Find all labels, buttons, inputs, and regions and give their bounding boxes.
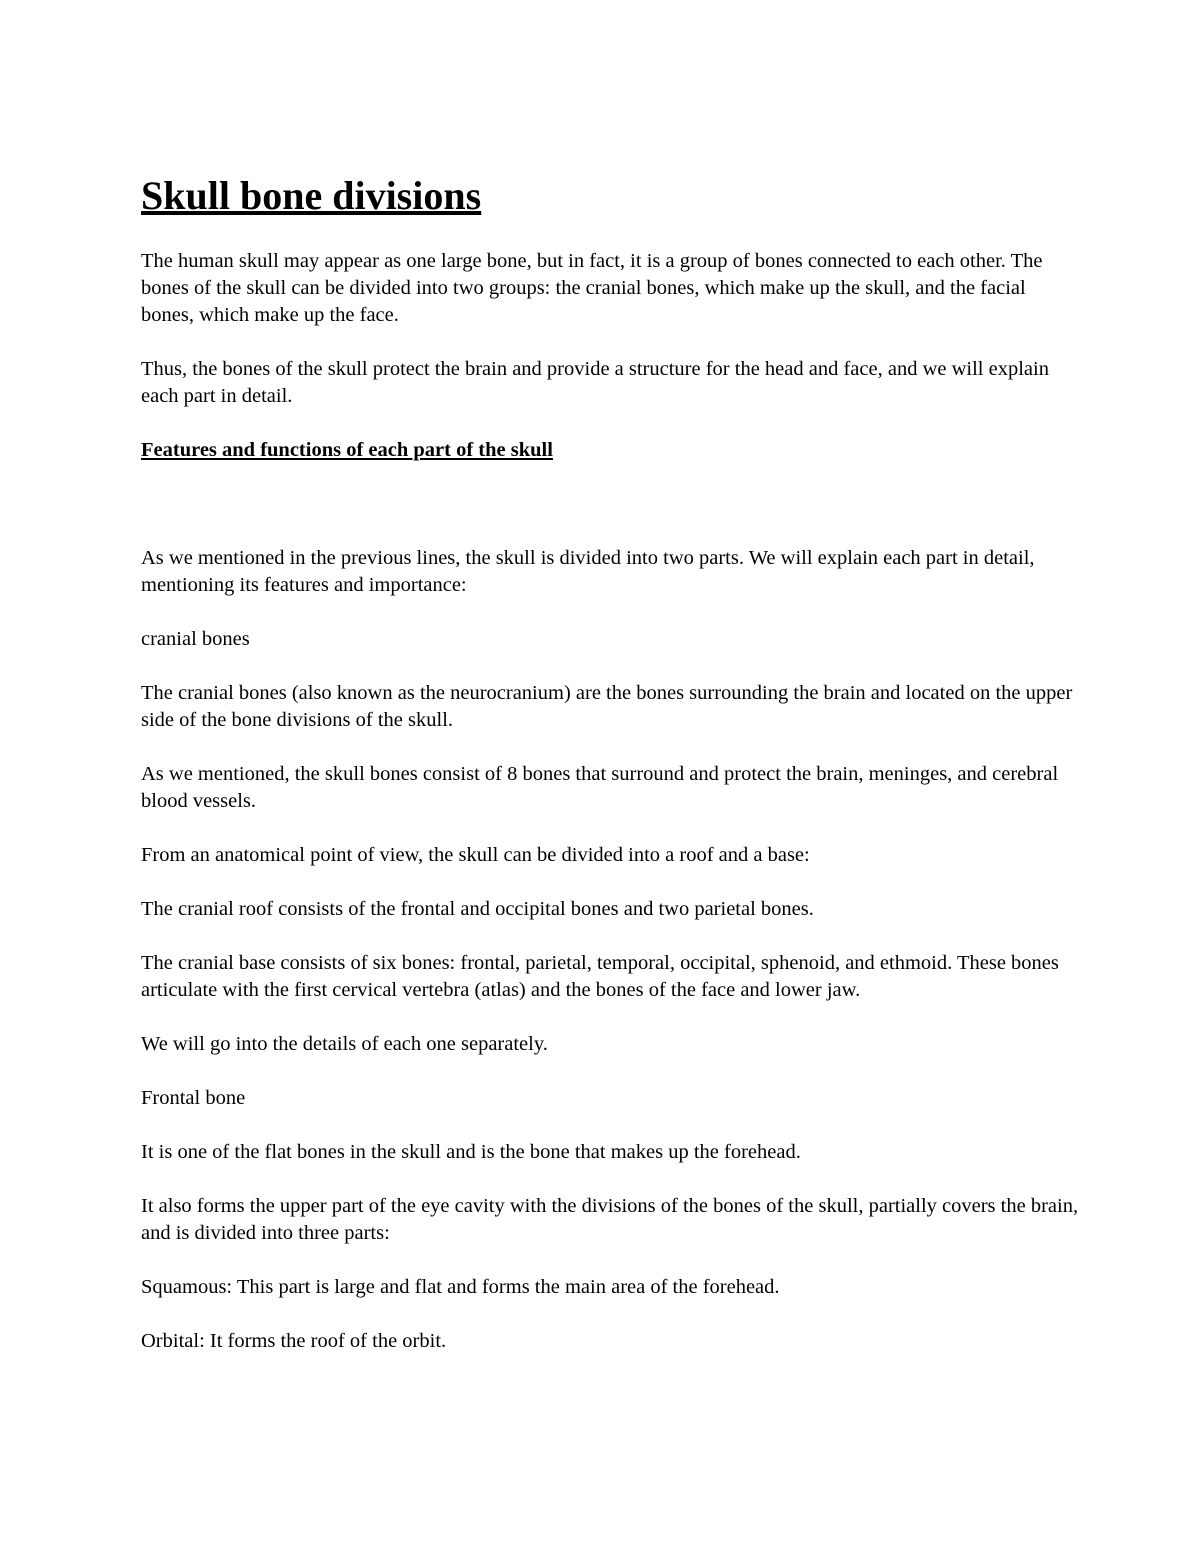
subheading-cranial-bones: cranial bones [141, 628, 250, 650]
body-paragraph: We will go into the details of each one separately. [141, 1033, 548, 1055]
body-paragraph: As we mentioned, the skull bones consist of 8 bones that surround and protect the brain, meninges, and cerebral blood vessels. [141, 763, 1059, 812]
section-heading: Features and functions of each part of the skull [141, 439, 553, 461]
body-paragraph: From an anatomical point of view, the skull can be divided into a roof and a base: [141, 844, 810, 866]
body-paragraph: Squamous: This part is large and flat and forms the main area of the forehead. [141, 1276, 780, 1298]
body-paragraph: It also forms the upper part of the eye cavity with the divisions of the bones of the skull, partially covers the brain, and is divided into three parts: [141, 1195, 1079, 1244]
intro-paragraph: Thus, the bones of the skull protect the brain and provide a structure for the head and face, and we will explain each part in detail. [141, 358, 1049, 407]
subheading-frontal-bone: Frontal bone [141, 1087, 246, 1109]
body-paragraph: The cranial base consists of six bones: frontal, parietal, temporal, occipital, sphenoid, and ethmoid. These bones articulate with the first cervical vertebra (atlas) and the bones of the face and lower jaw. [141, 952, 1059, 1001]
body-paragraph: The cranial roof consists of the frontal and occipital bones and two parietal bones. [141, 898, 814, 920]
body-paragraph: The cranial bones (also known as the neurocranium) are the bones surrounding the brain and located on the upper side of the bone divisions of the skull. [141, 682, 1073, 731]
body-paragraph: Orbital: It forms the roof of the orbit. [141, 1330, 447, 1352]
document-title: Skull bone divisions [141, 173, 482, 218]
body-paragraph: As we mentioned in the previous lines, the skull is divided into two parts. We will explain each part in detail, mentioning its features and importance: [141, 547, 1035, 596]
body-paragraph: It is one of the flat bones in the skull and is the bone that makes up the forehead. [141, 1141, 801, 1163]
document-page [141, 168, 1081, 1382]
intro-paragraph: The human skull may appear as one large bone, but in fact, it is a group of bones connected to each other. The bones of the skull can be divided into two groups: the cranial bones, which make up the skull, and the facial bones, which make up the face. [141, 250, 1043, 326]
